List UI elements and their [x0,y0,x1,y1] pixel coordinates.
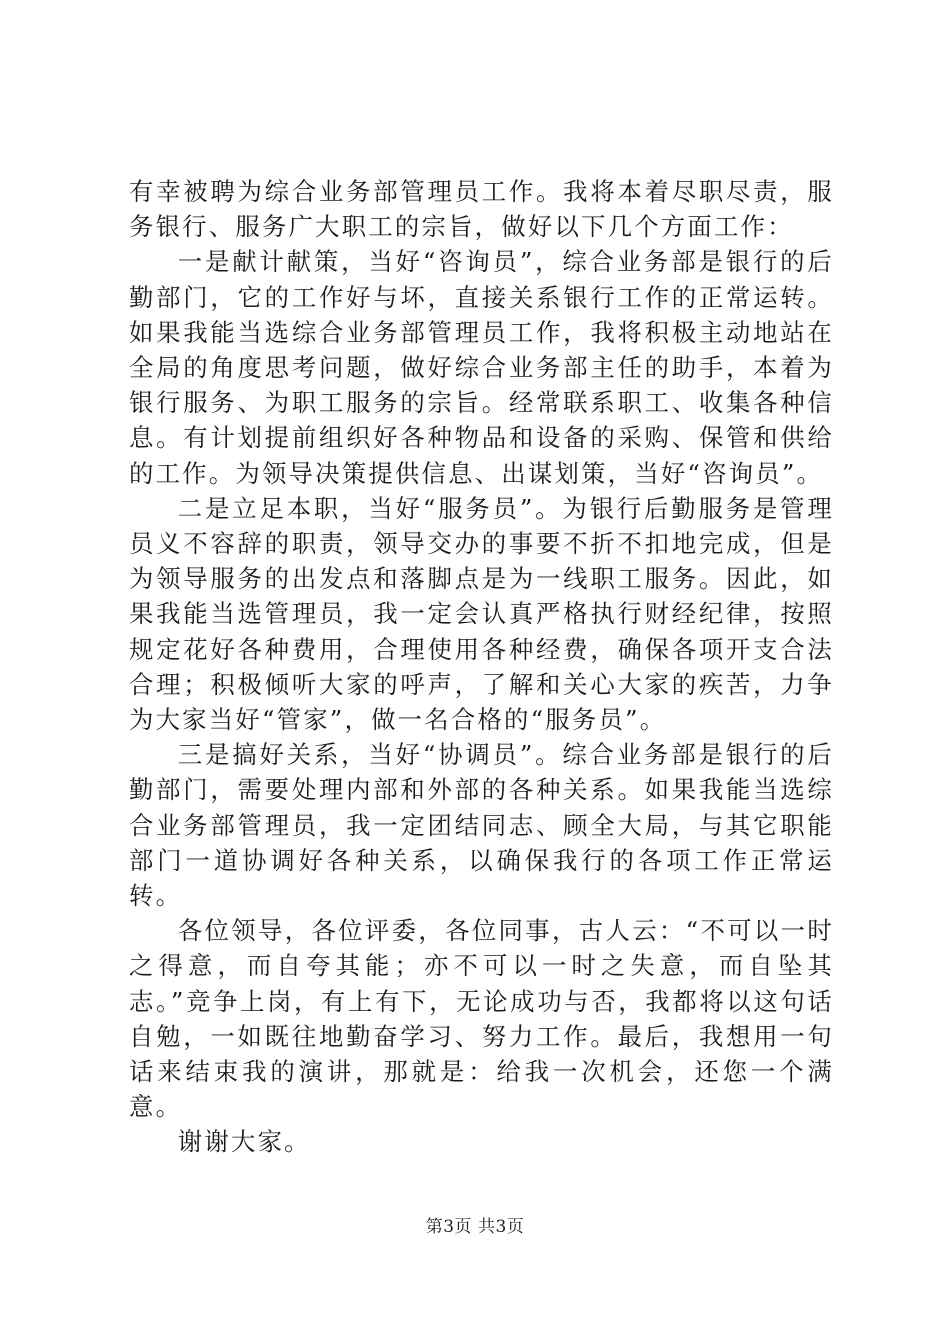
page-number-footer: 第3页 共3页 [425,1217,525,1237]
body-paragraph-4: 三是搞好关系，当好“协调员”。综合业务部是银行的后勤部门，需要处理内部和外部的各种关系。如果我能当选综合业务部管理员，我一定团结同志、顾全大局，与其它职能部门一道协调好各种关系，以确保我行的各项工作正常运转。 [129,740,834,911]
body-paragraph-5: 各位领导，各位评委，各位同事，古人云：“不可以一时之得意，而自夸其能；亦不可以一时之失意，而自坠其志。”竞争上岗，有上有下，无论成功与否，我都将以这句话自勉，一如既往地勤奋学习、努力工作。最后，我想用一句话来结束我的演讲，那就是：给我一次机会，还您一个满意。 [129,916,834,1122]
document-body [129,174,834,1160]
body-paragraph-3: 二是立足本职，当好“服务员”。为银行后勤服务是管理员义不容辞的职责，领导交办的事要不折不扣地完成，但是为领导服务的出发点和落脚点是为一线职工服务。因此，如果我能当选管理员，我一定会认真严格执行财经纪律，按照规定花好各种费用，合理使用各种经费，确保各项开支合法合理；积极倾听大家的呼声，了解和关心大家的疾苦，力争为大家当好“管家”，做一名合格的“服务员”。 [129,493,834,735]
closing-paragraph: 谢谢大家。 [177,1127,311,1157]
body-paragraph-2: 一是献计献策，当好“咨询员”，综合业务部是银行的后勤部门，它的工作好与坏，直接关系银行工作的正常运转。如果我能当选综合业务部管理员工作，我将积极主动地站在全局的角度思考问题，做好综合业务部主任的助手，本着为银行服务、为职工服务的宗旨。经常联系职工、收集各种信息。有计划提前组织好各种物品和设备的采购、保管和供给的工作。为领导决策提供信息、出谋划策，当好“咨询员”。 [129,247,834,488]
body-paragraph-1: 有幸被聘为综合业务部管理员工作。我将本着尽职尽责，服务银行、服务广大职工的宗旨，做好以下几个方面工作： [129,177,834,242]
